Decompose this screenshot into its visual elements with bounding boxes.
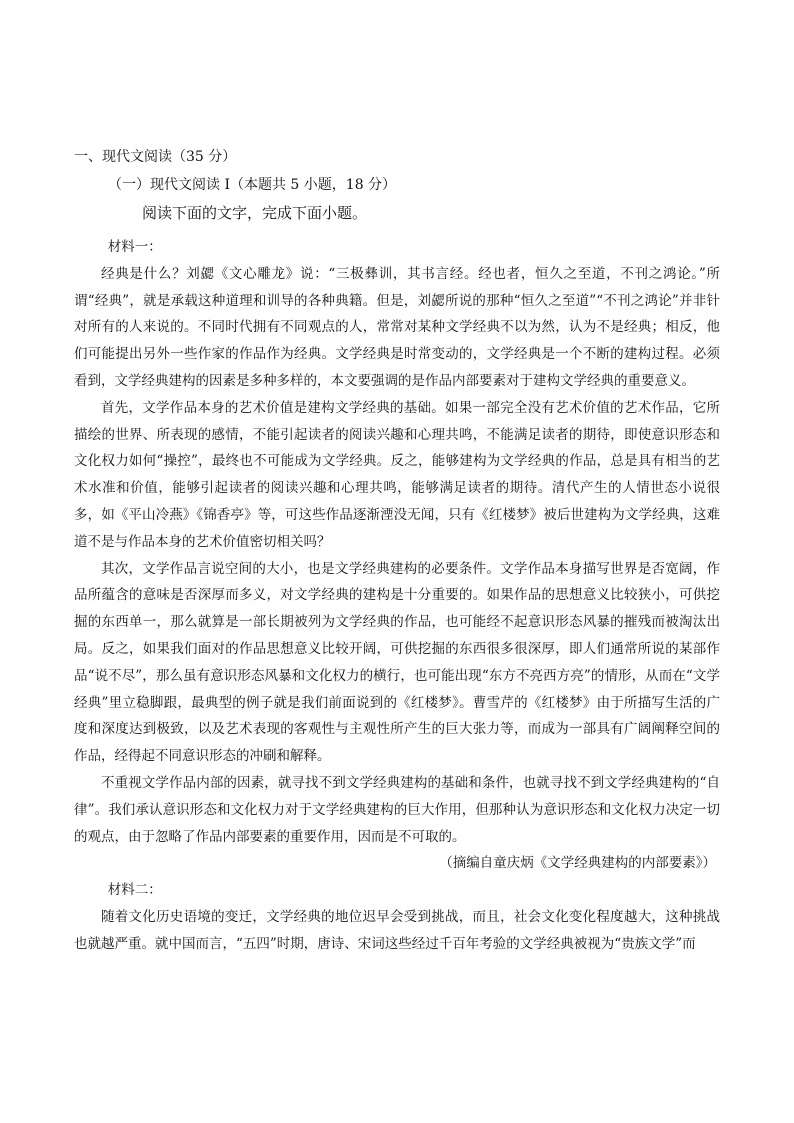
reading-passage: [74, 234, 720, 958]
material1-paragraph: 首先，文学作品本身的艺术价值是建构文学经典的基础。如果一部完全没有艺术价值的艺术作品，它所描绘的世界、所表现的感情，不能引起读者的阅读兴趣和心理共鸣，不能满足读者的期待，即使意识形态和文化权力如何“操控”，最终也不可能成为文学经典。反之，能够建构为文学经典的作品，总是具有相当的艺术水准和价值，能够引起读者的阅读兴趣和心理共鸣，能够满足读者的期待。清代产生的人情世态小说很多，如《平山冷燕》《锦香亭》等，可这些作品逐渐湮没无闻，只有《红楼梦》被后世建构为文学经典，这难道不是与作品本身的艺术价值密切相关吗？: [74, 399, 720, 550]
section-heading: 一、现代文阅读（35 分）: [74, 149, 237, 165]
sub-heading: （一）现代文阅读 I（本题共 5 小题，18 分）: [108, 177, 397, 193]
reading-instruction: 阅读下面的文字，完成下面小题。: [142, 204, 368, 222]
material1-source: （摘编自童庆炳《文学经典建构的内部要素》）: [439, 855, 716, 872]
material1-label: 材料一：: [107, 239, 162, 255]
material2-label: 材料二：: [107, 882, 162, 899]
material1-paragraph: 不重视文学作品内部的因素，就寻找不到文学经典建构的基础和条件，也就寻找不到文学经典建构的“自律”。我们承认意识形态和文化权力对于文学经典建构的巨大作用，但那种认为意识形态和文化权力决定一切的观点，由于忽略了作品内部要素的重要作用，因而是不可取的。: [74, 774, 720, 845]
material1-paragraph: 其次，文学作品言说空间的大小，也是文学经典建构的必要条件。文学作品本身描写世界是否宽阔，作品所蕴含的意味是否深厚而多义，对文学经典的建构是十分重要的。如果作品的思想意义比较狭小，可供挖掘的东西单一，那么就算是一部长期被列为文学经典的作品，也可能经不起意识形态风暴的摧残而被淘汰出局。反之，如果我们面对的作品思想意义比较开阔，可供挖掘的东西很多很深厚，即人们通常所说的某部作品“说不尽”，那么虽有意识形态风暴和文化权力的横行，也可能出现“东方不亮西方亮”的情形，从而在“文学经典”里立稳脚跟，最典型的例子就是我们前面说到的《红楼梦》。曹雪芹的《红楼梦》由于所描写生活的广度和深度达到极致，以及艺术表现的客观性与主观性所产生的巨大张力等，而成为一部具有广阔阐释空间的作品，经得起不同意识形态的冲刷和解释。: [74, 560, 720, 765]
material1-paragraph: 经典是什么？刘勰《文心雕龙》说：“三极彝训，其书言经。经也者，恒久之至道，不刊之鸿论。”所谓“经典”，就是承载这种道理和训导的各种典籍。但是，刘勰所说的那种“恒久之至道”“不刊之鸿论”并非针对所有的人来说的。不同时代拥有不同观点的人，常常对某种文学经典不以为然，认为不是经典；相反，他们可能提出另外一些作家的作品作为经典。文学经典是时常变动的，文学经典是一个不断的建构过程。必须看到，文学经典建构的因素是多种多样的，本文要强调的是作品内部要素对于建构文学经典的重要意义。: [74, 265, 720, 389]
material2-paragraph: 随着文化历史语境的变迁，文学经典的地位迟早会受到挑战，而且，社会文化变化程度越大，这种挑战也就越严重。就中国而言，“五四”时期，唐诗、宋词这些经过千百年考验的文学经典被视为“贵族文学”而: [74, 908, 720, 952]
